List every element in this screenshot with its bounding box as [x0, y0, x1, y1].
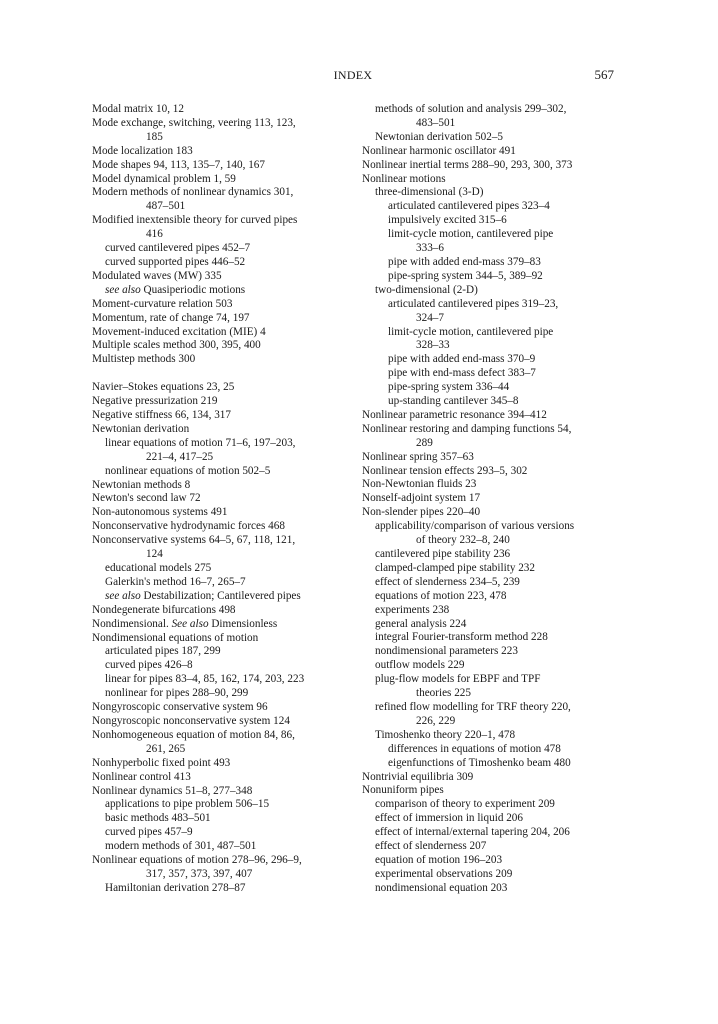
- see-also-label: see also: [105, 283, 141, 296]
- index-entry: Nonlinear parametric resonance 394–412: [362, 408, 547, 421]
- index-subentry: clamped-clamped pipe stability 232: [375, 561, 535, 574]
- index-subentry: Newtonian derivation 502–5: [375, 130, 504, 143]
- see-also-label: See also: [171, 617, 209, 630]
- index-entry: Nonlinear tension effects 293–5, 302: [362, 464, 528, 477]
- index-subentry: outflow models 229: [375, 659, 465, 672]
- entry-text: Destabilization; Cantilevered pipes: [143, 589, 301, 602]
- index-subentry: eigenfunctions of Timoshenko beam 480: [388, 756, 571, 769]
- index-subentry: nonlinear for pipes 288–90, 299: [105, 687, 249, 700]
- index-entry: Modulated waves (MW) 335: [92, 269, 222, 282]
- index-subentry: educational models 275: [105, 562, 212, 574]
- index-subentry: effect of immersion in liquid 206: [375, 812, 523, 825]
- index-subentry: nondimensional equation 203: [375, 881, 508, 894]
- index-subentry: three-dimensional (3-D): [375, 186, 484, 199]
- index-entry: Nonlinear spring 357–63: [362, 450, 474, 463]
- index-entry-continuation: 221–4, 417–25: [146, 450, 214, 463]
- index-subentry: effect of internal/external tapering 204, 206: [375, 826, 570, 839]
- index-subentry: cantilevered pipe stability 236: [375, 548, 511, 560]
- index-subentry: impulsively excited 315–6: [388, 214, 507, 227]
- index-subentry: curved pipes 426–8: [105, 659, 193, 672]
- index-entry-continuation: 261, 265: [146, 742, 186, 755]
- index-entry-continuation: 328–33: [416, 339, 450, 352]
- index-subentry: curved cantilevered pipes 452–7: [105, 242, 251, 255]
- page-number: 567: [594, 67, 614, 82]
- entry-text: Dimensionless: [211, 617, 278, 630]
- index-entry: Nonlinear motions: [362, 172, 446, 185]
- index-subentry: comparison of theory to experiment 209: [375, 798, 555, 811]
- index-subentry: Hamiltonian derivation 278–87: [105, 881, 246, 894]
- entry-text: Nondimensional.: [92, 617, 169, 630]
- index-subentry: pipe-spring system 344–5, 389–92: [388, 269, 543, 282]
- page-header: [92, 68, 614, 84]
- index-entry: Movement-induced excitation (MIE) 4: [92, 325, 266, 338]
- index-entry: Nondimensional equations of motion: [92, 631, 259, 644]
- index-subentry: plug-flow models for EBPF and TPF: [375, 673, 541, 686]
- index-entry: Modified inextensible theory for curved pipes: [92, 214, 298, 227]
- index-subentry: methods of solution and analysis 299–302,: [375, 103, 567, 115]
- index-entry-continuation: 487–501: [146, 200, 186, 213]
- index-entry: Nonlinear restoring and damping functions 54,: [362, 422, 572, 435]
- index-subentry: integral Fourier-transform method 228: [375, 631, 548, 644]
- index-entry: Negative stiffness 66, 134, 317: [92, 409, 231, 422]
- index-entry: Nongyroscopic nonconservative system 124: [92, 714, 290, 727]
- index-entry-continuation: 185: [146, 130, 163, 143]
- index-subentry: equation of motion 196–203: [375, 853, 503, 866]
- index-subentry: nondimensional parameters 223: [375, 645, 518, 658]
- index-entry: Modal matrix 10, 12: [92, 103, 184, 115]
- index-subentry: articulated cantilevered pipes 323–4: [388, 200, 550, 213]
- index-subentry: [92, 590, 354, 604]
- index-entry: Multistep methods 300: [92, 353, 196, 366]
- index-subentry: Galerkin's method 16–7, 265–7: [105, 575, 246, 588]
- index-entry: Nonhyperbolic fixed point 493: [92, 756, 231, 769]
- index-entry: Modern methods of nonlinear dynamics 301,: [92, 186, 294, 199]
- index-entry-continuation: 333–6: [416, 242, 444, 255]
- index-subentry: up-standing cantilever 345–8: [388, 395, 519, 408]
- index-subentry: applicability/comparison of various versions: [375, 520, 575, 533]
- index-column-right: [362, 103, 624, 896]
- index-entry-continuation: 416: [146, 228, 163, 241]
- index-entry: Nonlinear inertial terms 288–90, 293, 300, 373: [362, 158, 573, 171]
- index-entry: Nonlinear equations of motion 278–96, 296–9,: [92, 854, 302, 867]
- index-entry: Mode shapes 94, 113, 135–7, 140, 167: [92, 158, 265, 171]
- index-subentry: applications to pipe problem 506–15: [105, 798, 270, 811]
- index-entry: Non-Newtonian fluids 23: [362, 478, 477, 491]
- index-entry: Mode localization 183: [92, 144, 193, 157]
- index-entry: Nongyroscopic conservative system 96: [92, 701, 268, 714]
- index-subentry: articulated pipes 187, 299: [105, 645, 221, 658]
- index-subentry: effect of slenderness 207: [375, 840, 487, 853]
- running-head: INDEX: [333, 68, 373, 82]
- index-entry-continuation: 124: [146, 548, 163, 561]
- index-entry: Non-slender pipes 220–40: [362, 506, 481, 519]
- index-entry: Nonlinear control 413: [92, 770, 191, 783]
- index-subentry: nonlinear equations of motion 502–5: [105, 464, 271, 477]
- index-subentry: articulated cantilevered pipes 319–23,: [388, 297, 559, 310]
- index-entry: Nontrivial equilibria 309: [362, 770, 474, 783]
- index-subentry: pipe with added end-mass 379–83: [388, 255, 541, 268]
- index-entry: Momentum, rate of change 74, 197: [92, 311, 250, 324]
- index-entry-continuation: theories 225: [416, 687, 471, 700]
- index-subentry: two-dimensional (2-D): [375, 283, 478, 296]
- index-entry-continuation: 317, 357, 373, 397, 407: [146, 867, 253, 880]
- index-entry: Nonlinear harmonic oscillator 491: [362, 144, 516, 157]
- index-subentry: curved supported pipes 446–52: [105, 255, 246, 268]
- index-entry-continuation: 324–7: [416, 311, 444, 324]
- index-subentry: curved pipes 457–9: [105, 826, 193, 839]
- index-entry: Multiple scales method 300, 395, 400: [92, 339, 261, 352]
- index-entry: Non-autonomous systems 491: [92, 506, 228, 519]
- index-entry: Nonlinear dynamics 51–8, 277–348: [92, 784, 253, 797]
- index-entry: Moment-curvature relation 503: [92, 297, 233, 310]
- index-subentry: effect of slenderness 234–5, 239: [375, 575, 520, 588]
- index-entry: Nonuniform pipes: [362, 784, 444, 797]
- index-entry: Newton's second law 72: [92, 492, 201, 505]
- entry-text: Quasiperiodic motions: [143, 283, 246, 296]
- index-entry: Nonconservative hydrodynamic forces 468: [92, 520, 285, 533]
- index-entry: Nonself-adjoint system 17: [362, 492, 481, 505]
- index-entry: Mode exchange, switching, veering 113, 123,: [92, 116, 296, 129]
- section-gap: [92, 367, 354, 381]
- index-entry: Negative pressurization 219: [92, 395, 218, 408]
- index-subentry: modern methods of 301, 487–501: [105, 840, 257, 853]
- index-entry: Newtonian methods 8: [92, 478, 191, 491]
- index-subentry: linear equations of motion 71–6, 197–203,: [105, 436, 296, 449]
- index-subentry: experiments 238: [375, 603, 450, 616]
- index-entry-continuation: 226, 229: [416, 714, 456, 727]
- index-subentry: equations of motion 223, 478: [375, 589, 507, 602]
- index-entry: [92, 618, 354, 632]
- index-entry-continuation: of theory 232–8, 240: [416, 534, 510, 547]
- index-entry: Model dynamical problem 1, 59: [92, 172, 236, 185]
- index-entry: Nondegenerate bifurcations 498: [92, 603, 236, 616]
- index-subentry: limit-cycle motion, cantilevered pipe: [388, 325, 554, 338]
- index-entry: Newtonian derivation: [92, 422, 190, 435]
- index-subentry: experimental observations 209: [375, 867, 513, 880]
- index-subentry: general analysis 224: [375, 617, 467, 630]
- index-subentry: pipe with added end-mass 370–9: [388, 353, 536, 366]
- index-subentry: differences in equations of motion 478: [388, 742, 561, 755]
- index-entry: Nonconservative systems 64–5, 67, 118, 121,: [92, 534, 296, 547]
- index-entry-continuation: 289: [416, 436, 433, 449]
- index-subentry: pipe-spring system 336–44: [388, 381, 510, 394]
- index-subentry: refined flow modelling for TRF theory 220,: [375, 700, 571, 713]
- index-entry-continuation: 483–501: [416, 116, 456, 129]
- index-subentry: basic methods 483–501: [105, 812, 211, 825]
- index-subentry: [92, 284, 354, 298]
- index-entry: Nonhomogeneous equation of motion 84, 86,: [92, 728, 295, 741]
- index-subentry: Timoshenko theory 220–1, 478: [375, 728, 516, 741]
- index-entry: Navier–Stokes equations 23, 25: [92, 381, 235, 394]
- index-subentry: limit-cycle motion, cantilevered pipe: [388, 228, 554, 241]
- index-subentry: linear for pipes 83–4, 85, 162, 174, 203, 223: [105, 673, 305, 686]
- index-subentry: pipe with end-mass defect 383–7: [388, 367, 536, 380]
- index-column-left: [92, 103, 354, 896]
- see-also-label: see also: [105, 589, 141, 602]
